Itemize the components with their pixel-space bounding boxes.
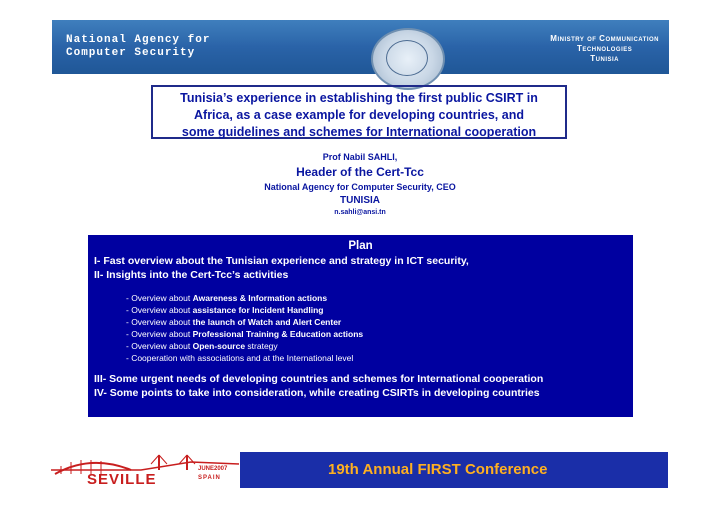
title-line2: Africa, as a case example for developing countries, and	[194, 108, 524, 122]
footer-banner	[51, 452, 668, 488]
logo-city: SEVILLE	[87, 471, 157, 488]
plan-subitem: - Overview about Open-source strategy	[126, 341, 278, 351]
plan-subitem: - Overview about the launch of Watch and Alert Center	[126, 317, 342, 327]
plan-subitem: - Cooperation with associations and at the International level	[126, 353, 354, 363]
presentation-title	[151, 85, 567, 139]
plan-subitem: - Overview about assistance for Incident Handling	[126, 305, 324, 315]
author-block	[0, 150, 720, 218]
agency-name-line1: National Agency for	[66, 34, 211, 46]
author-name: Prof Nabil SAHLI,	[322, 152, 398, 162]
logo-country: SPAIN	[198, 475, 221, 481]
plan-box	[88, 235, 633, 417]
plan-item-2: II- Insights into the Cert-Tcc’s activities	[94, 269, 289, 281]
agency-seal-icon	[371, 28, 445, 90]
conference-title: 19th Annual FIRST Conference	[328, 461, 548, 478]
logo-date: JUNE2007	[198, 466, 228, 472]
title-line1: Tunisia’s experience in establishing the first public CSIRT in	[180, 91, 538, 105]
ministry-name-line2: Technologies	[577, 44, 633, 53]
plan-item-4: IV- Some points to take into consideration, while creating CSIRTs in developing countries	[94, 387, 540, 399]
author-country: TUNISIA	[340, 195, 380, 206]
seville-logo	[51, 452, 240, 488]
author-role: Header of the Cert-Tcc	[296, 165, 424, 179]
ministry-name-line3: Tunisia	[590, 54, 619, 63]
title-line3: some guidelines and schemes for International cooperation	[181, 125, 537, 139]
agency-name-line2: Computer Security	[66, 47, 196, 59]
header-banner	[52, 20, 669, 74]
author-email: n.sahli@ansi.tn	[334, 209, 386, 216]
ministry-name	[550, 34, 659, 64]
author-organization: National Agency for Computer Security, CEO	[264, 182, 456, 192]
plan-subitem: - Overview about Awareness & Information actions	[126, 293, 328, 303]
plan-item-3: III- Some urgent needs of developing countries and schemes for International cooperation	[94, 373, 544, 385]
plan-title: Plan	[348, 240, 373, 252]
seal-inner-ring	[386, 40, 428, 76]
plan-subitems	[126, 292, 627, 364]
ministry-name-line1: Ministry of Communication	[550, 34, 659, 43]
plan-subitem: - Overview about Professional Training & Education actions	[126, 329, 364, 339]
plan-item-1: I- Fast overview about the Tunisian experience and strategy in ICT security,	[94, 255, 469, 267]
agency-name	[66, 34, 210, 60]
